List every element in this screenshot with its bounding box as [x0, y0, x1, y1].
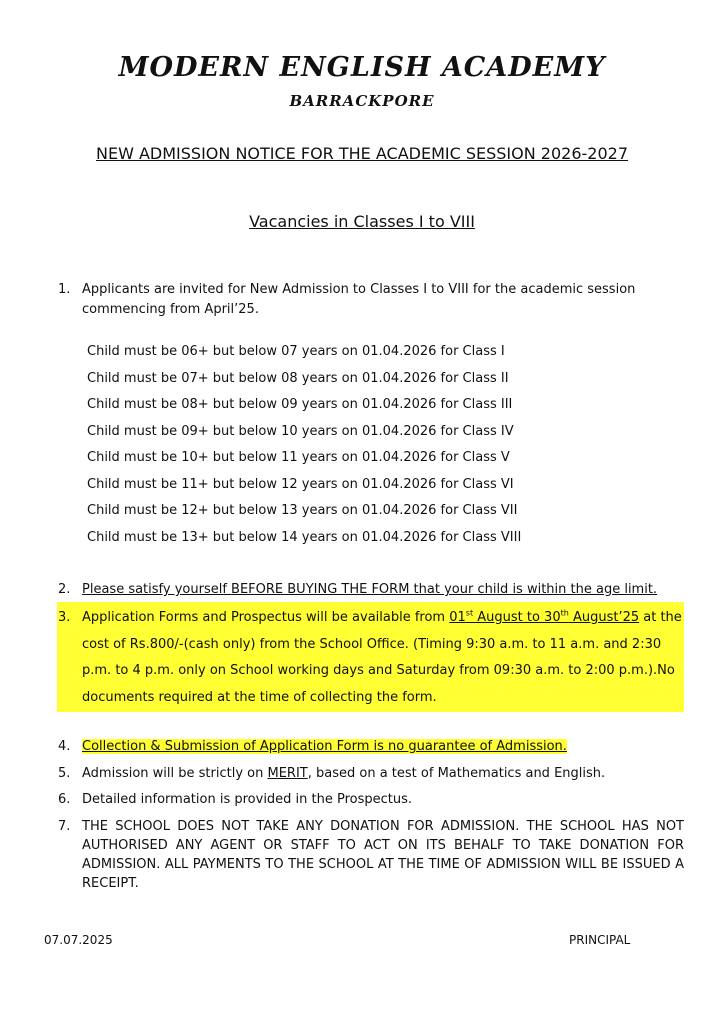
item-text-part: at the cost of Rs.800/-(cash only) from the School Office. (Timing 9:30 a.m. to 11 a.m. and 2:30 p.m. to 4 p.m. only on School working days and Saturday from 09:30 a.m. to 2:00 p.m.).No documents required at the time of collecting the form. [82, 610, 682, 705]
item-text [82, 605, 684, 711]
vacancies-heading: Vacancies in Classes I to VIII [249, 212, 475, 231]
date-from-month: August to [473, 610, 545, 625]
merit-word: MERIT [267, 766, 308, 781]
list-item-6 [58, 790, 684, 810]
age-criterion: Child must be 10+ but below 11 years on 01.04.2026 for Class V [87, 450, 510, 465]
list-item-4 [58, 737, 684, 757]
age-criterion: Child must be 08+ but below 09 years on 01.04.2026 for Class III [87, 397, 513, 412]
list-item-3 [58, 605, 684, 711]
date-from [449, 610, 639, 625]
item-text [82, 737, 684, 757]
item-text [82, 764, 684, 784]
item-number: 5. [58, 766, 71, 781]
item-text: Please satisfy yourself BEFORE BUYING THE FORM that your child is within the age limit. [82, 582, 658, 597]
date-to-month: August’25 [568, 610, 640, 625]
date-from-suffix: st [465, 608, 474, 618]
item-number: 1. [58, 282, 71, 297]
school-name: MODERN ENGLISH ACADEMY [118, 52, 606, 83]
signatory: PRINCIPAL [569, 933, 631, 947]
date-to-suffix: th [560, 608, 569, 618]
age-criterion: Child must be 12+ but below 13 years on 01.04.2026 for Class VII [87, 503, 518, 518]
age-criterion: Child must be 07+ but below 08 years on 01.04.2026 for Class II [87, 370, 509, 386]
item-text: Applicants are invited for New Admission to Classes I to VIII for the academic session commencing from April’25. [82, 282, 636, 317]
item-number: 2. [58, 582, 71, 597]
age-criteria-list [87, 342, 647, 554]
list-item-5 [58, 764, 684, 784]
notice-date: 07.07.2025 [44, 933, 113, 947]
item-text-part: Application Forms and Prospectus will be available from [82, 610, 450, 625]
notice-title: NEW ADMISSION NOTICE FOR THE ACADEMIC SESSION 2026-2027 [95, 144, 629, 163]
item-text: THE SCHOOL DOES NOT TAKE ANY DONATION FOR ADMISSION. THE SCHOOL HAS NOT AUTHORISED ANY AGENT OR STAFF TO ACT ON ITS BEHALF TO TAKE DONATION FOR ADMISSION. ALL PAYMENTS TO THE SCHOOL AT THE TIME OF ADMISSION WILL BE ISSUED A RECEIPT. [82, 819, 684, 891]
item-number: 4. [58, 739, 71, 754]
item-text: Detailed information is provided in the Prospectus. [82, 792, 413, 807]
list-item-2 [58, 580, 684, 600]
age-criterion: Child must be 06+ but below 07 years on 01.04.2026 for Class I [87, 344, 505, 359]
age-criterion: Child must be 09+ but below 10 years on 01.04.2026 for Class IV [87, 423, 514, 439]
age-criterion: Child must be 11+ but below 12 years on 01.04.2026 for Class VI [87, 476, 514, 492]
item-text-part: Admission will be strictly on [82, 766, 268, 781]
age-criterion: Child must be 13+ but below 14 years on 01.04.2026 for Class VIII [87, 529, 522, 545]
date-from-day: 01 [449, 610, 466, 625]
list-item-7 [58, 817, 684, 897]
item-text-highlighted: Collection & Submission of Application Form is no guarantee of Admission. [82, 739, 567, 754]
date-to-day: 30 [544, 610, 561, 625]
item-number: 3. [58, 610, 71, 625]
item-number: 6. [58, 792, 71, 807]
school-location: BARRACKPORE [289, 92, 435, 110]
item-number: 7. [58, 819, 71, 834]
item-text-part: , based on a test of Mathematics and English. [307, 766, 606, 781]
list-item-1 [58, 280, 684, 322]
